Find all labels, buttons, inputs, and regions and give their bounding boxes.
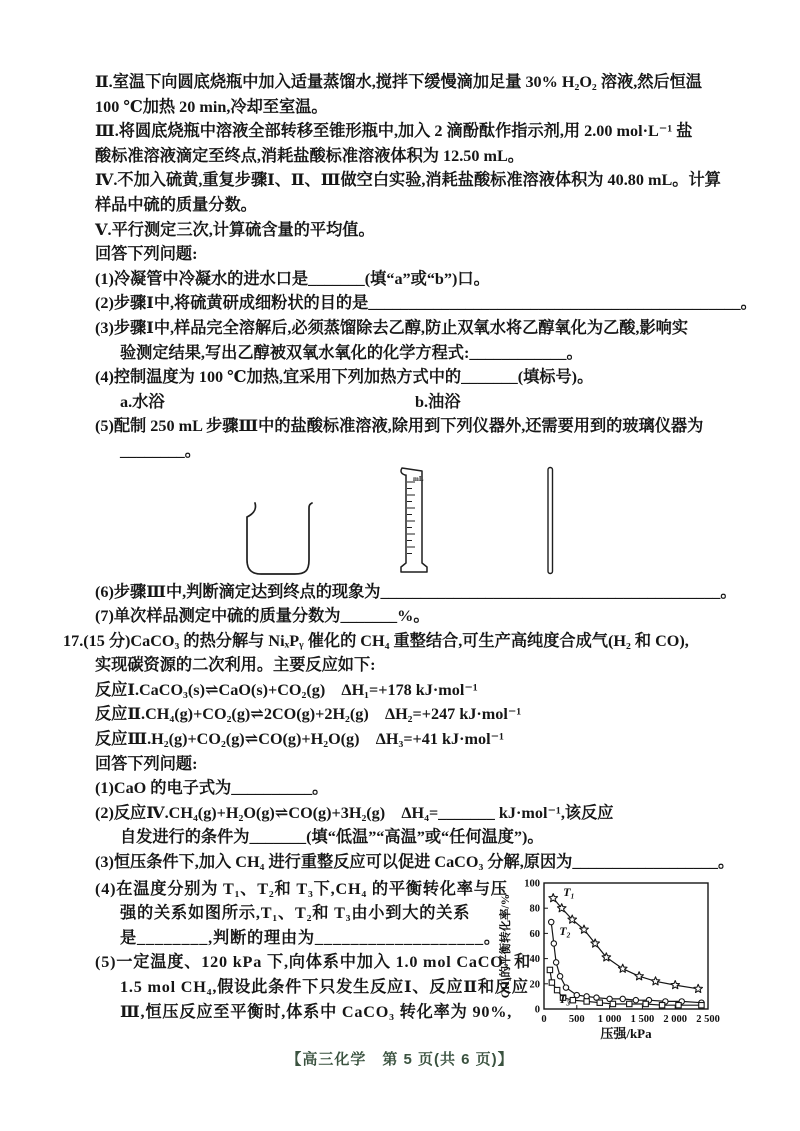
text-line: 验测定结果,写出乙醇被双氧水氧化的化学方程式:____________。 bbox=[120, 343, 583, 362]
x-tick-label: 2 500 bbox=[696, 1013, 720, 1025]
series-line bbox=[553, 898, 698, 989]
beaker-figure bbox=[243, 500, 313, 576]
data-point-marker bbox=[635, 971, 644, 979]
data-point-marker bbox=[618, 964, 627, 972]
data-point-marker bbox=[563, 985, 568, 990]
text-line: 回答下列问题: bbox=[95, 245, 198, 264]
text-line: (5)配制 250 mL 步骤Ⅲ中的盐酸标准溶液,除用到下列仪器外,还需要用到的玻璃仪器为 bbox=[95, 417, 704, 436]
data-point-marker bbox=[633, 997, 638, 1002]
text-line: (7)单次样品测定中硫的质量分数为_______%。 bbox=[95, 607, 430, 626]
graduated-cylinder-figure bbox=[396, 466, 432, 576]
text-line: Ⅱ.室温下向圆底烧瓶中加入适量蒸馏水,搅拌下缓慢滴加足量 30% H₂O₂ 溶液,然后恒温 bbox=[95, 73, 702, 91]
text-line: 反应Ⅱ.CH₄(g)+CO₂(g)⇌2CO(g)+2H₂(g) ΔH₂=+247 kJ·mol⁻¹ bbox=[95, 705, 522, 724]
text-line: 强的关系如图所示,T₁、T₂和 T₃由小到大的关系 bbox=[120, 904, 471, 923]
data-point-marker bbox=[671, 980, 680, 988]
y-tick-label: 0 bbox=[534, 1004, 540, 1016]
text-line: Ⅲ,恒压反应至平衡时,体系中 CaCO₃ 转化率为 90%, bbox=[120, 1002, 513, 1021]
option-a: a.水浴 bbox=[120, 392, 165, 411]
data-point-marker bbox=[597, 1000, 602, 1005]
text-block-mid bbox=[63, 580, 773, 875]
text-line: Ⅲ.将圆底烧瓶中溶液全部转移至锥形瓶中,加入 2 滴酚酞作指示剂,用 2.00 mol·L⁻¹ 盐 bbox=[95, 122, 693, 141]
text-line: 反应Ⅰ.CaCO₃(s)⇌CaO(s)+CO₂(g) ΔH₁=+178 kJ·mol⁻¹ bbox=[95, 680, 478, 699]
text-line: (4)控制温度为 100 ℃加热,宜采用下列加热方式中的_______(填标号)。 bbox=[95, 368, 594, 387]
option-b: b.油浴 bbox=[415, 392, 461, 411]
series-line bbox=[551, 922, 701, 1003]
data-point-marker bbox=[570, 997, 575, 1002]
y-tick-label: 100 bbox=[524, 878, 540, 890]
data-point-marker bbox=[610, 1001, 615, 1006]
text-line: 反应Ⅲ.H₂(g)+CO₂(g)⇌CO(g)+H₂O(g) ΔH₃=+41 kJ·mol⁻¹ bbox=[95, 730, 504, 749]
text-line: (2)步骤Ⅰ中,将硫黄研成细粉状的目的是______________________________________________。 bbox=[95, 294, 757, 313]
series-label: T₁ bbox=[563, 884, 575, 899]
data-point-marker bbox=[551, 940, 556, 945]
text-line: (3)步骤Ⅰ中,样品完全溶解后,必须蒸馏除去乙醇,防止双氧水将乙醇氧化为乙酸,影响实 bbox=[95, 318, 689, 337]
x-tick-label: 0 bbox=[541, 1013, 547, 1025]
text-line: (6)步骤Ⅲ中,判断滴定达到终点的现象为__________________________________________。 bbox=[95, 582, 737, 601]
series-label: T₃ bbox=[558, 991, 571, 1006]
data-point-marker bbox=[549, 919, 554, 924]
data-point-marker bbox=[659, 1002, 664, 1007]
data-point-marker bbox=[699, 1002, 704, 1007]
text-line: ________。 bbox=[120, 441, 201, 460]
x-axis-title: 压强/kPa bbox=[600, 1025, 652, 1041]
data-point-marker bbox=[676, 1002, 681, 1007]
x-tick-label: 500 bbox=[568, 1013, 585, 1025]
text-line: 17.(15 分)CaCO₃ 的热分解与 NiₓPᵧ 催化的 CH₄ 重整结合,可生产高纯度合成气(H₂ 和 CO), bbox=[63, 631, 689, 650]
text-line: 是________,判断的理由为___________________。 bbox=[120, 928, 501, 947]
x-tick-label: 1 000 bbox=[597, 1013, 622, 1025]
y-axis-title: CH₄的平衡转化率/% bbox=[500, 893, 512, 998]
data-point-marker bbox=[549, 893, 558, 901]
text-line: (3)恒压条件下,加入 CH₄ 进行重整反应可以促进 CaCO₃ 分解,原因为__________________。 bbox=[95, 853, 735, 872]
data-point-marker bbox=[620, 996, 625, 1001]
data-point-marker bbox=[584, 998, 589, 1003]
y-tick-label: 20 bbox=[529, 978, 540, 990]
text-line: 酸标准溶液滴定至终点,消耗盐酸标准溶液体积为 12.50 mL。 bbox=[95, 146, 524, 165]
text-line: 实现碳资源的二次利用。主要反应如下: bbox=[95, 656, 376, 675]
cylinder-unit-label: mL bbox=[413, 474, 424, 483]
text-line: 回答下列问题: bbox=[95, 754, 198, 773]
text-line: 100 ℃加热 20 min,冷却至室温。 bbox=[95, 97, 328, 116]
text-line: 样品中硫的质量分数。 bbox=[95, 195, 257, 214]
series-label: T₂ bbox=[559, 923, 571, 938]
x-tick-label: 1 500 bbox=[630, 1013, 655, 1025]
data-point-marker bbox=[651, 976, 660, 984]
text-block-top bbox=[63, 70, 773, 464]
exam-page-content bbox=[63, 70, 773, 1055]
page-footer: 【高三化学 第 5 页(共 6 页)】 bbox=[286, 1051, 514, 1068]
text-line: Ⅳ.不加入硫黄,重复步骤Ⅰ、Ⅱ、Ⅲ做空白实验,消耗盐酸标准溶液体积为 40.80 mL。计算 bbox=[95, 171, 721, 190]
glass-rod-figure bbox=[546, 466, 555, 576]
data-point-marker bbox=[694, 984, 703, 992]
y-tick-label: 80 bbox=[529, 903, 540, 915]
data-point-marker bbox=[627, 1001, 632, 1006]
text-line: (1)冷凝管中冷凝水的进水口是_______(填“a”或“b”)口。 bbox=[95, 269, 490, 288]
text-line: (2)反应Ⅳ.CH₄(g)+H₂O(g)⇌CO(g)+3H₂(g) ΔH₄=_______ kJ·mol⁻¹,该反应 bbox=[95, 803, 614, 822]
text-line: (4)在温度分别为 T₁、T₂和 T₃下,CH₄ 的平衡转化率与压 bbox=[95, 879, 508, 898]
data-point-marker bbox=[553, 959, 558, 964]
text-line bbox=[63, 390, 773, 415]
data-point-marker bbox=[547, 967, 552, 972]
text-line: (5)一定温度、120 kPa 下,向体系中加入 1.0 mol CaCO₃ 和 bbox=[95, 953, 532, 972]
text-line: 1.5 mol CH₄,假设此条件下只发生反应Ⅰ、反应Ⅱ和反应 bbox=[120, 978, 529, 996]
conversion-chart-svg bbox=[498, 877, 756, 1055]
data-point-marker bbox=[549, 979, 554, 984]
conversion-chart bbox=[498, 877, 756, 1055]
question-with-chart-row bbox=[63, 877, 773, 1055]
text-line: 自发进行的条件为_______(填“低温”“高温”或“任何温度”)。 bbox=[120, 828, 544, 847]
text-line: Ⅴ.平行测定三次,计算硫含量的平均值。 bbox=[95, 220, 375, 239]
x-tick-label: 2 000 bbox=[663, 1013, 688, 1025]
data-point-marker bbox=[643, 1001, 648, 1006]
glassware-figure bbox=[63, 464, 773, 580]
text-line: (1)CaO 的电子式为__________。 bbox=[95, 779, 329, 798]
y-tick-label: 40 bbox=[529, 953, 540, 965]
data-point-marker bbox=[557, 973, 562, 978]
y-tick-label: 60 bbox=[529, 928, 540, 940]
